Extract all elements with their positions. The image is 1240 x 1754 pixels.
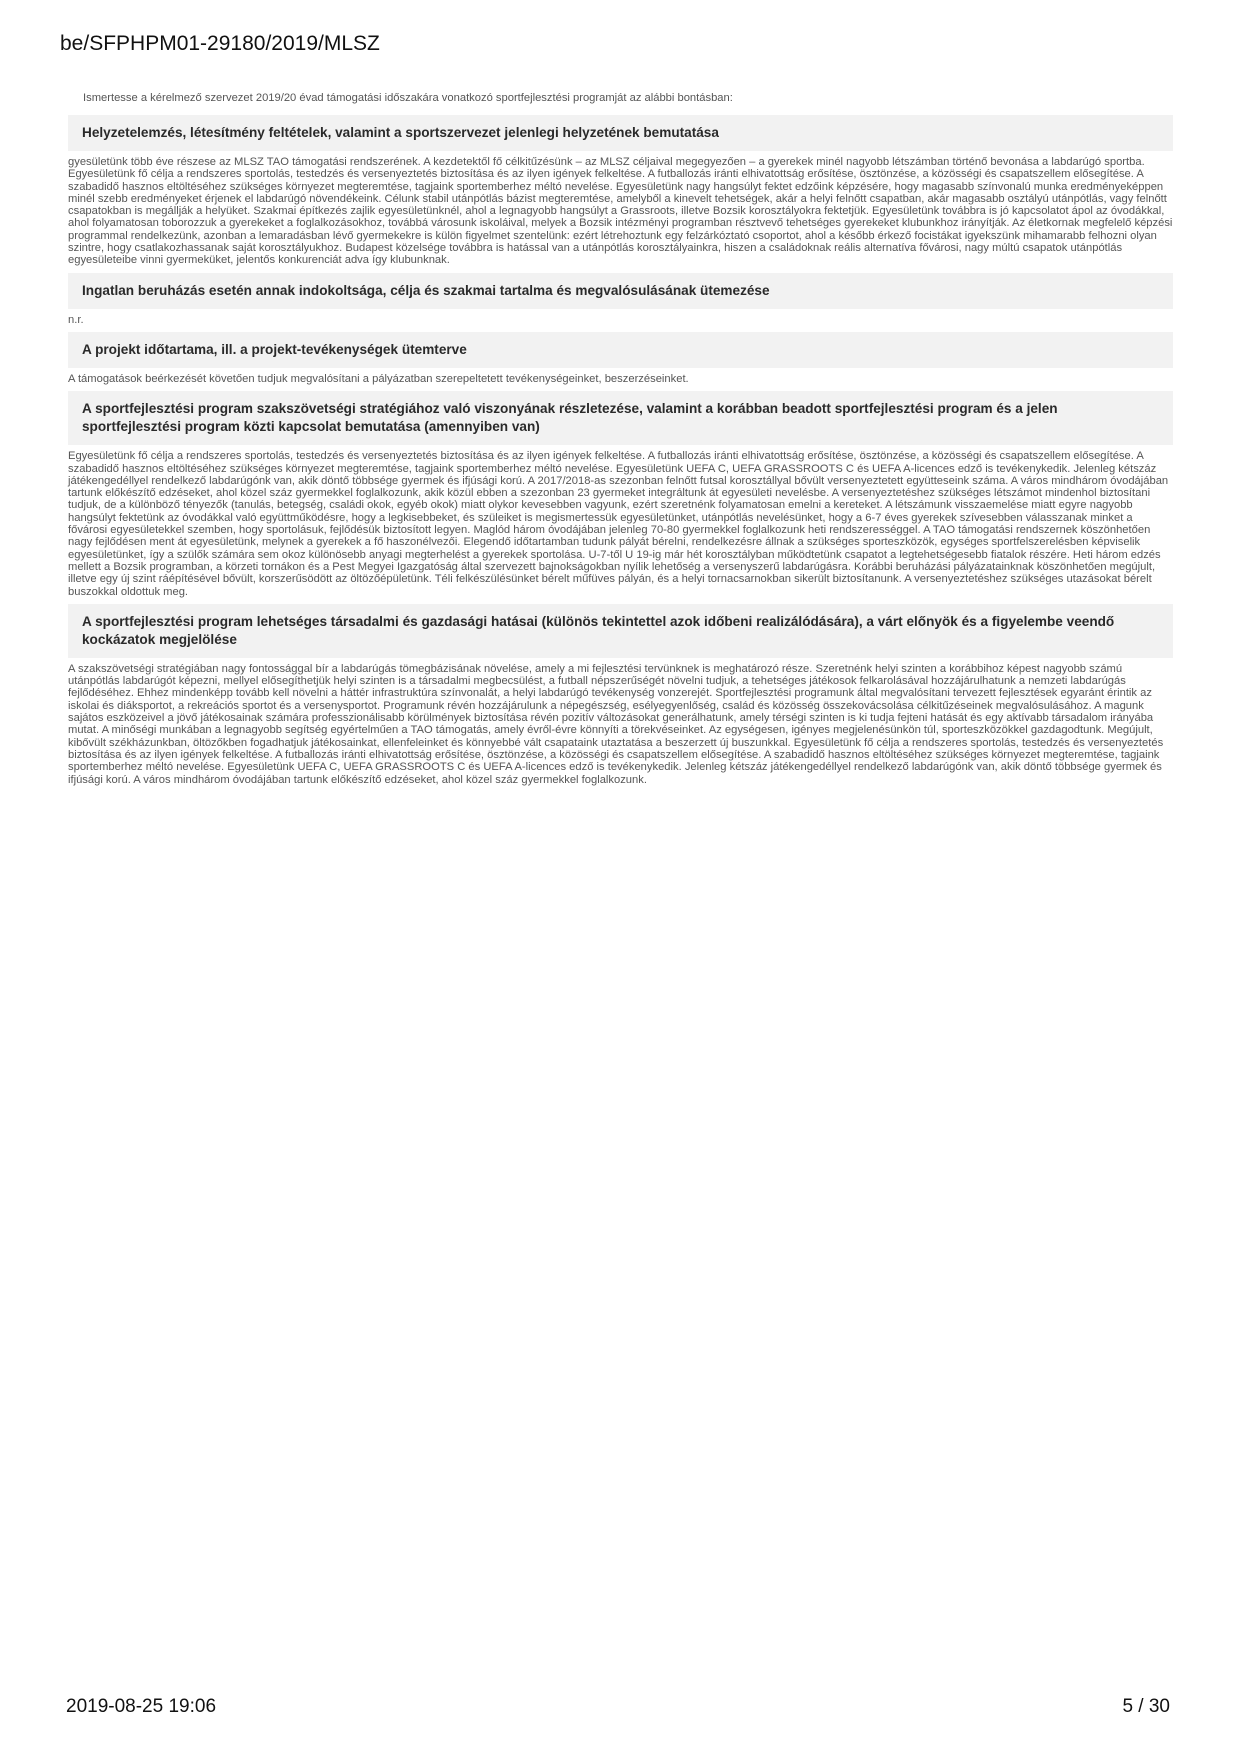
section-project-timeline bbox=[68, 332, 1173, 385]
section-social-economic-impact bbox=[68, 604, 1173, 786]
footer-timestamp: 2019-08-25 19:06 bbox=[66, 1696, 217, 1717]
section-body: Egyesületünk fő célja a rendszeres sportolás, testedzés és versenyeztetés biztosítása és az ilyen igények felkeltése. A futballozás iránti elhivatottság erősítése, ösztönzése, a közösségi és csapatszellem elősegítése. A szabadidő hasznos eltöltéséhez szükséges környezet megteremtése, tagjaink sportemberhez méltó nevelése. Egyesületünk UEFA C, UEFA GRASSROOTS C és UEFA A-licences edző is tevékenykedik. Jelenleg kétszáz játékengedéllyel rendelkező labdarúgónk van, akik döntő többsége gyermek és ifjúsági korú. A 2017/2018-as szezonban felnőtt futsal korosztállyal bővült versenyeztetett együtteseink száma. A város mindhárom óvodájában tartunk előkészítő edzéseket, ahol közel száz gyermekkel foglalkozunk, akik közül ebben a szezonban 23 gyermeket integráltunk át egyesületi nevelésbe. A versenyeztetéshez szükséges létszámot mindenhol biztosítani tudjuk, de a különböző tényezők (tanulás, betegség, családi okok, egyéb okok) miatt olykor kevesebben vagyunk, ezért szeretnénk folyamatosan emelni a kereteket. A létszámunk visszaemelése miatt egyre nagyobb hangsúlyt fektetünk az óvodákkal való együttműködésre, hogy a legkisebbeket, és szüleiket is megismertessük egyesületünket, utánpótlás nevelésünket, hogy a 6-7 éves gyerekek szívesebben válasszanak minket a fővárosi egyesületekkel szemben, hogy sportolásuk, fejlődésük biztosított legyen. Maglód három óvodájában jelenleg 70-80 gyermekkel foglalkozunk heti rendszerességgel. A TAO támogatási rendszernek köszönhetően nagy fejlődésen ment át egyesületünk, melynek a gyerekek a fő haszonélvezői. Elegendő időtartamban tudunk pályát bérelni, rendelkezésre állnak a szükséges sporteszközök, egységes sportfelszerelésben képviselik egyesületünket, így a szülők számára sem okoz különösebb anyagi megterhelést a gyerekek sportolása. U-7-től U 19-ig már hét korosztályban működtetünk csapatot a legtehetségesebb fiatalok részére. Heti három edzés mellett a Bozsik programban, a körzeti tornákon és a Pest Megyei Igazgatóság által szervezett bajnokságokban nyílik lehetőség a versenyszerű labdarúgásra. Korábbi beruházási pályázatainknak köszönhetően megújult, illetve egy új szint ráépítésével bővült, korszerűsödött az öltözőépületünk. Téli felkészülésünket bérelt műfüves pályán, és a helyi tornacsarnokban sikerült biztosítanunk. A versenyeztetéshez szükséges utazásokat bérelt buszokkal oldottuk meg. bbox=[68, 450, 1169, 598]
section-heading: Ingatlan beruházás esetén annak indokoltsága, célja és szakmai tartalma és megvalósulásának ütemezése bbox=[68, 273, 1173, 309]
section-body: A szakszövetségi stratégiában nagy fontossággal bír a labdarúgás tömegbázisának növelése, amely a mi fejlesztési tervünknek is meghatározó része. Szeretnénk helyi szinten a korábbihoz képest nagyobb számú utánpótlás labdarúgót képezni, mellyel elősegíthetjük helyi szinten is a társadalmi megbecsülést, a futball népszerűségét növelni tudjuk, a tehetséges játékosok felkarolásával hozzájárulhatunk a nemzeti labdarúgás fejlődéséhez. Ehhez mindenképp tovább kell növelni a háttér infrastruktúra színvonalát, a helyi labdarúgó tevékenység vonzerejét. Sportfejlesztési programunk által megvalósítani tervezett fejlesztések egyaránt érintik az iskolai és diáksportot, a rekreációs sportot és a versenysportot. Programunk révén hozzájárulunk a népegészség, esélyegyenlőség, család és közösség összekovácsolása célkitűzéseinek megvalósulásához. A magunk sajátos eszközeivel a jövő játékosainak számára professzionálisabb körülmények biztosítása révén pozitív változásokat generálhatunk, amely térségi szinten is ki tudja fejteni hatását és egy aktívabb társadalom irányába mutat. A minőségi munkában a legnagyobb segítség egyértelműen a TAO támogatás, amely évről-évre könnyíti a törekvéseinket. Az egységesen, igényes megjelenésünkön túl, sporteszközökkel gazdagodtunk. Megújult, kibővült székházunkban, öltözőkben fogadhatjuk játékosainkat, ellenfeleinket és könnyebbé vált csapataink utaztatása a beszerzett új buszunkkal. Egyesületünk fő célja a rendszeres sportolás, testedzés és versenyeztetés biztosítása és az ilyen igények felkeltése. A futballozás iránti elhivatottság erősítése, ösztönzése, a közösségi és csapatszellem elősegítése. A szabadidő hasznos eltöltéséhez szükséges környezet megteremtése, tagjaink sportemberhez méltó nevelése. Egyesületünk UEFA C, UEFA GRASSROOTS C és UEFA A-licences edző is tevékenykedik. Jelenleg kétszáz játékengedéllyel rendelkező labdarúgónk van, akik döntő többsége gyermek és ifjúsági korú. A város mindhárom óvodájában tartunk előkészítő edzéseket, ahol közel száz gyermekkel foglalkozunk. bbox=[68, 662, 1164, 786]
section-real-estate-investment bbox=[68, 273, 1173, 326]
section-federation-strategy bbox=[68, 391, 1173, 598]
section-situation-analysis bbox=[68, 115, 1173, 267]
section-heading: A projekt időtartama, ill. a projekt-tevékenységek ütemterve bbox=[68, 332, 1173, 368]
section-heading: A sportfejlesztési program lehetséges társadalmi és gazdasági hatásai (különös tekintettel azok időbeni realizálódására), a várt előnyök és a figyelembe veendő kockázatok megjelölése bbox=[68, 604, 1173, 658]
section-heading: Helyzetelemzés, létesítmény feltételek, valamint a sportszervezet jelenlegi helyzetének bemutatása bbox=[68, 115, 1173, 151]
section-body: n.r. bbox=[68, 313, 84, 326]
section-heading: A sportfejlesztési program szakszövetségi stratégiához való viszonyának részletezése, valamint a korábban beadott sportfejlesztési program és a jelen sportfejlesztési program közti kapcsolat bemutatása (amennyiben van) bbox=[68, 391, 1173, 445]
intro-text: Ismertesse a kérelmező szervezet 2019/20 évad támogatási időszakára vonatkozó sportfejlesztési programját az alábbi bontásban: bbox=[83, 92, 733, 104]
section-body: A támogatások beérkezését követően tudjuk megvalósítani a pályázatban szerepeltetett tevékenységeinket, beszerzéseinket. bbox=[68, 372, 689, 385]
page-number: 5 / 30 bbox=[1122, 1696, 1170, 1717]
section-body: gyesületünk több éve részese az MLSZ TAO támogatási rendszerének. A kezdetektől fő célkitűzésünk – az MLSZ céljaival megegyezően – a gyerekek minél nagyobb létszámban történő bevonása a labdarúgó sportba. Egyesületünk fő célja a rendszeres sportolás, testedzés és versenyeztetés biztosítása és az ilyen igények felkeltése. A futballozás iránti elhivatottság erősítése, ösztönzése, a közösségi és csapatszellem elősegítése. A szabadidő hasznos eltöltéséhez szükséges környezet megteremtése, tagjaink sportemberhez méltó nevelése. Egyesületünk nagy hangsúlyt fektet edzőink képzésére, hogy magasabb színvonalú munka eredményeképpen minél szebb eredményeket érjenek el labdarúgó növendékeink. Célunk stabil utánpótlás bázist megteremtése, amelyből a kinevelt tehetségek, akár a helyi felnőtt csapatban, akár magasabb osztályú utánpótlás, vagy felnőtt csapatokban is megállják a helyüket. Szakmai építkezés zajlik egyesületünknél, ahol a legnagyobb hangsúlyt a Grassroots, illetve Bozsik korosztályokra fektetjük. Egyesületünk továbbra is jó kapcsolatot ápol az óvodákkal, ahol folyamatosan toborozzuk a gyerekeket a foglalkozásokhoz, továbbá városunk iskoláival, melyek a Bozsik intézményi programban résztvevő tehetséges gyerekeket klubunkhoz irányítják. Az életkornak megfelelő képzési programmal rendelkezünk, azonban a lemaradásban lévő gyermekekre is külön figyelmet szentelünk: ezért létrehoztunk egy felzárkóztató csoportot, ahol a később érkező focistákat igyekszünk mihamarabb felhozni olyan szintre, hogy csatlakozhassanak saját korosztályukhoz. Budapest közelsége továbbra is hatással van a utánpótlás korosztályainkra, hiszen a családoknak reális alternatíva fővárosi, nagy múltú csapatok utánpótlás egyesületeibe vinni gyermeküket, jelentős konkurenciát adva így klubunknak. bbox=[68, 156, 1173, 267]
document-id: be/SFPHPM01-29180/2019/MLSZ bbox=[60, 32, 380, 55]
document-content bbox=[68, 91, 1173, 792]
